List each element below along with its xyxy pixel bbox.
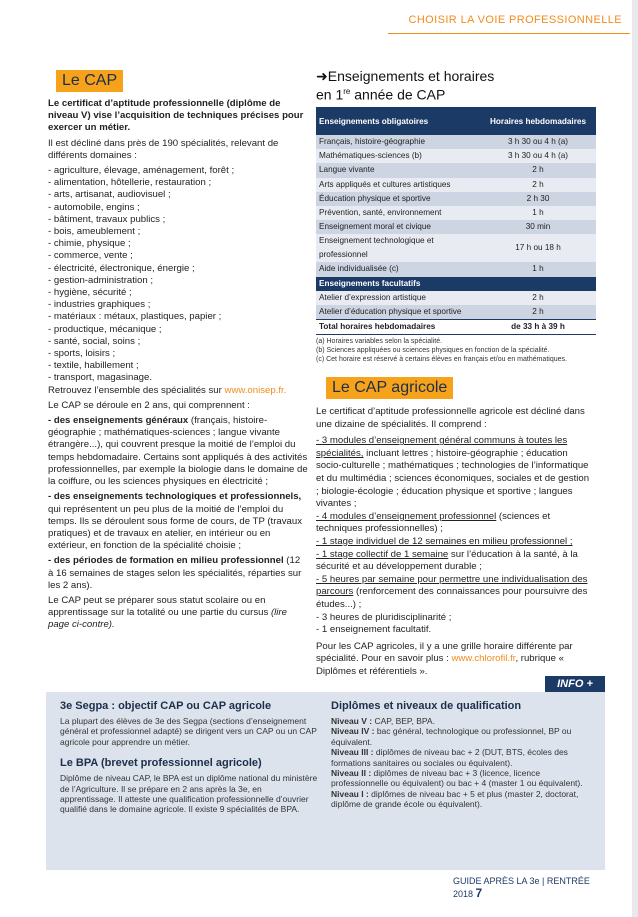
table-row [316, 305, 596, 320]
total-label: Total horaires hebdomadaires [316, 320, 480, 335]
hours-table [316, 107, 596, 335]
table-row [316, 206, 596, 220]
list-item: - commerce, vente ; [48, 250, 133, 262]
p2-rest: qui représentent un peu plus de la moitié de l’emploi du temps. Ils se déroulent sous forme de cours, de TP (travaux pratiques) et de travaux en atelier, en intérieur ou en extérieur, en fonction de la spécialité choisie ; [48, 503, 302, 552]
table-row [316, 220, 596, 234]
p1-bold: - des enseignements généraux [48, 415, 189, 427]
list-item: - arts, artisanat, audiovisuel ; [48, 189, 171, 201]
p1-rest: (français, histoire-géographie ; mathématiques-sciences ; langue vivante étrangère...), qui couvrent presque la moitié de l’emploi du temps hebdomadaire. Certains sont appliqués à des activités professionnelles, par exemple la biologie dans le domaine de la coiffure, ou les sciences physiques en électricité ; [48, 415, 308, 488]
cap-title: Le CAP [56, 70, 123, 92]
level-item [331, 768, 589, 789]
level-item [331, 747, 589, 768]
agri-i2-rest: (sciences et techniques professionnelles) ; [316, 510, 551, 535]
level-text: diplômes de niveau bac + 2 (DUT, BTS, écoles des formations sanitaires ou sociales ou équivalent). [331, 747, 568, 768]
row-subject: Atelier d’expression artistique [316, 291, 480, 305]
row-subject: Arts appliqués et cultures artistiques [316, 178, 480, 192]
table-row [316, 178, 596, 192]
row-hours: 17 h ou 18 h [480, 234, 596, 262]
level-text: CAP, BEP, BPA. [372, 716, 435, 726]
row-subject: Mathématiques-sciences (b) [316, 149, 480, 163]
running-head: CHOISIR LA VOIE PROFESSIONNELLE [408, 14, 622, 26]
row-hours: 2 h [480, 305, 596, 320]
page-footer [453, 876, 605, 900]
optional-header: Enseignements facultatifs [316, 277, 596, 291]
row-subject: Enseignement moral et civique [316, 220, 480, 234]
agri-outro: Pour les CAP agricoles, il y a une grille horaire différente par spécialité. Pour en savoir plus : [316, 640, 573, 665]
list-item: - gestion-administration ; [48, 274, 154, 286]
col-hours-header: Horaires hebdomadaires [480, 107, 596, 135]
row-subject: Langue vivante [316, 163, 480, 177]
p3-rest: (12 à 16 semaines de stages selon les spécialités, réparties sur les 2 ans). [48, 555, 302, 591]
row-subject: Prévention, santé, environnement [316, 206, 480, 220]
note: (b) Sciences appliquées ou sciences physiques en fonction de la spécialité. [316, 347, 550, 354]
segpa-title: 3e Segpa : objectif CAP ou CAP agricole [60, 700, 272, 712]
info-tab: INFO + [545, 676, 605, 692]
list-item: - chimie, physique ; [48, 238, 131, 250]
table-row [316, 234, 596, 262]
row-hours: 2 h [480, 163, 596, 177]
note: (c) Cet horaire est réservé à certains élèves en français et/ou en mathématiques. [316, 356, 567, 363]
list-item: - productique, mécanique ; [48, 323, 162, 335]
agri-section [316, 406, 591, 682]
list-item: - électricité, électronique, énergie ; [48, 262, 195, 274]
row-subject: Français, histoire-géographie [316, 135, 480, 149]
cap-intro-2: Il est décliné dans près de 190 spécialités, relevant de différents domaines : [48, 137, 279, 161]
table-row [316, 163, 596, 177]
list-item: - automobile, engins ; [48, 201, 140, 213]
agri-i6: - 3 heures de pluridisciplinarité ; [316, 611, 452, 623]
row-hours: 2 h [480, 291, 596, 305]
bpa-title: Le BPA (brevet professionnel agricole) [60, 757, 262, 770]
header-rule [388, 33, 630, 34]
col-subject-header: Enseignements obligatoires [316, 107, 480, 135]
list-item: - bois, ameublement ; [48, 226, 141, 238]
note: (a) Horaires variables selon la spécialité. [316, 338, 443, 345]
segpa-text: La plupart des élèves de 3e des Segpa (sections d’enseignement général et professionnel adapté) se dirigent vers un CAP ou un CAP agricole pour apprendre un métier. [60, 716, 317, 747]
level-label: Niveau III : [331, 747, 374, 758]
list-item: - transport, magasinage. [48, 372, 152, 384]
retrouvez-text: Retrouvez l’ensemble des spécialités sur [48, 384, 225, 396]
prep-text: Le CAP peut se préparer sous statut scolaire ou en apprentissage sur la totalité ou une partie du cursus [48, 594, 271, 619]
hours-heading-line2-end: année de CAP [350, 86, 446, 103]
info-right-column [331, 700, 589, 810]
table-notes [316, 337, 616, 364]
info-box [46, 692, 605, 870]
agri-i2-u: - 4 modules d’enseignement professionnel [316, 510, 497, 522]
hours-heading [316, 68, 596, 103]
p2-bold: - des enseignements technologiques et professionnels, [48, 491, 302, 503]
level-label: Niveau V : [331, 716, 373, 726]
row-hours: 3 h 30 ou 4 h (a) [480, 149, 596, 163]
agri-title: Le CAP agricole [326, 377, 453, 399]
agri-i4-rest: sur l’éducation à la santé, à la sécurité et au développement durable ; [316, 548, 578, 573]
bpa-text: Diplôme de niveau CAP, le BPA est un diplôme national du ministère de l’Agriculture. Il se prépare en 2 ans après la 3e, en apprentissage. Il atteste une qualification professionnelle d’ouvrier qualifié dans le domaine agricole. Il existe 9 spécialités de BPA. [60, 773, 318, 815]
level-text: diplômes de niveau bac + 3 (licence, licence professionnelle ou équivalent) ou bac + 4 (master 1 ou équivalent). [331, 768, 583, 789]
agri-i1-u: - 3 modules d’enseignement général communs à toutes les spécialités, [316, 435, 568, 459]
level-label: Niveau II : [331, 768, 372, 779]
table-row [316, 262, 596, 276]
deroule-text: Le CAP se déroule en 2 ans, qui comprennent : [48, 399, 250, 411]
list-item: - hygiène, sécurité ; [48, 287, 132, 299]
level-text: diplômes de niveau bac + 5 et plus (master 2, doctorat, diplôme de grande école ou équivalent). [331, 788, 579, 810]
optional-header-row [316, 277, 596, 291]
row-subject: Éducation physique et sportive [316, 192, 480, 206]
list-item: - industries graphiques ; [48, 299, 151, 311]
chlorofil-link[interactable]: www.chlorofil.fr [451, 653, 516, 665]
total-value: de 33 h à 39 h [480, 320, 596, 335]
cap-section [48, 98, 308, 635]
row-subject: Atelier d’éducation physique et sportive [316, 305, 480, 320]
level-item [331, 789, 589, 810]
agri-intro: Le certificat d’aptitude professionnelle agricole est décliné dans une dizaine de spécialités. Il comprend : [316, 406, 585, 430]
row-subject: Enseignement technologique et professionnel [316, 234, 480, 262]
list-item: - sports, loisirs ; [48, 348, 116, 360]
page-edge-bar [632, 0, 638, 917]
prep-italic: (lire page ci-contre). [48, 607, 287, 631]
info-left-column [60, 700, 318, 821]
row-hours: 30 min [480, 220, 596, 234]
p3-bold: - des périodes de formation en milieu professionnel [48, 555, 284, 567]
agri-outro-end: , rubrique « Diplômes et référentiels ». [316, 653, 564, 677]
row-subject: Aide individualisée (c) [316, 262, 480, 276]
table-row [316, 149, 596, 163]
list-item: - santé, social, soins ; [48, 335, 141, 347]
table-row [316, 291, 596, 305]
table-header-row [316, 107, 596, 135]
agri-i5-u: - 5 heures par semaine pour permettre une individualisation des parcours [316, 573, 588, 598]
row-hours: 3 h 30 ou 4 h (a) [480, 135, 596, 149]
hours-heading-sup: re [343, 87, 351, 96]
agri-i7: - 1 enseignement facultatif. [316, 624, 432, 636]
agri-i3-u: - 1 stage individuel de 12 semaines en milieu professionnel ; [316, 535, 573, 547]
row-hours: 2 h [480, 178, 596, 192]
agri-i1-rest: incluant lettres ; histoire-géographie ; éducation socio-culturelle ; mathématiques ; technologies de l’informatique et du multimédia ; sciences économiques, sociales et de gestion ; biologie-écologie ; éducation physique et sportive ; langues vivantes ; [316, 447, 590, 510]
level-label: Niveau I : [331, 788, 369, 799]
total-row [316, 320, 596, 335]
list-item: - matériaux : métaux, plastiques, papier ; [48, 311, 222, 323]
domain-list [48, 165, 308, 385]
page-number: 7 [475, 886, 483, 900]
agri-i5-rest: (renforcement des connaissances pour poursuivre des études...) ; [316, 586, 588, 610]
level-text: bac général, technologique ou professionnel, BP ou équivalent. [331, 726, 572, 747]
arrow-icon: ➜ [316, 68, 328, 84]
level-item [331, 716, 589, 726]
hours-heading-line1: Enseignements et horaires [327, 68, 495, 84]
list-item: - textile, habillement ; [48, 360, 139, 372]
row-hours: 1 h [480, 262, 596, 276]
cap-intro: Le certificat d’aptitude professionnelle (diplôme de niveau V) vise l’acquisition de techniques précises pour exercer un métier. [48, 98, 304, 134]
levels-title: Diplômes et niveaux de qualification [331, 700, 522, 712]
agri-i4-u: - 1 stage collectif de 1 semaine [316, 548, 449, 560]
list-item: - alimentation, hôtellerie, restauration ; [48, 177, 212, 189]
row-hours: 1 h [480, 206, 596, 220]
list-item: - agriculture, élevage, aménagement, forêt ; [48, 165, 235, 177]
hours-heading-line2: en 1 [316, 86, 344, 103]
list-item: - bâtiment, travaux publics ; [48, 213, 166, 225]
level-label: Niveau IV : [331, 726, 375, 737]
table-row [316, 192, 596, 206]
level-item [331, 726, 589, 747]
row-hours: 2 h 30 [480, 192, 596, 206]
onisep-link[interactable]: www.onisep.fr. [224, 384, 287, 396]
table-row [316, 135, 596, 149]
footer-text: GUIDE APRÈS LA 3e | RENTRÉE 2018 [453, 876, 590, 899]
